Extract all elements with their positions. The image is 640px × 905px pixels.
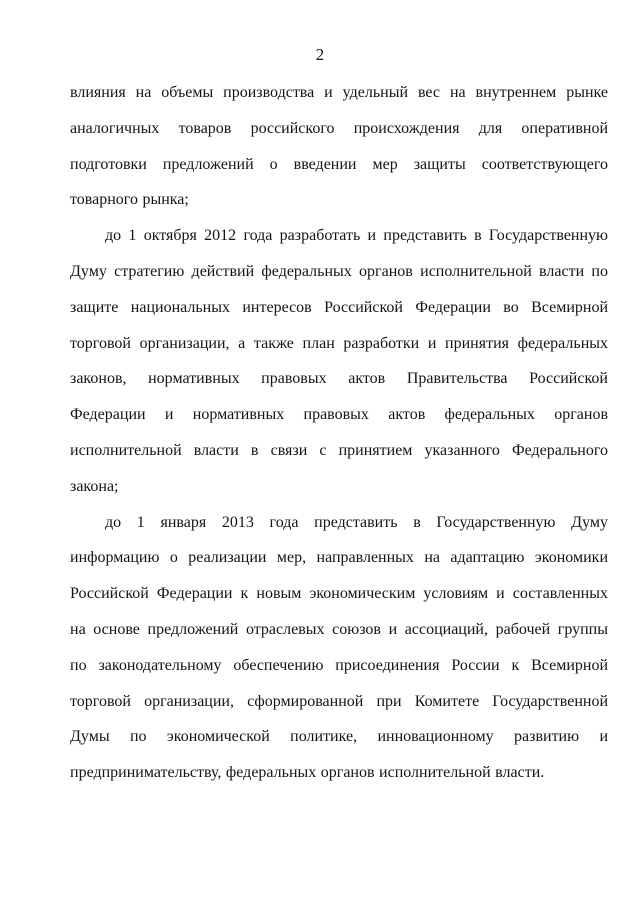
text-line: аналогичных товаров российского происхождения для оперативной (70, 119, 608, 137)
text-line: торговой организации, сформированной при Комитете Государственной (70, 692, 608, 710)
document-text (70, 75, 608, 791)
text-line: информацию о реализации мер, направленных на адаптацию экономики (70, 549, 608, 567)
text-line: закона; (70, 477, 119, 495)
text-line: на основе предложений отраслевых союзов и ассоциаций, рабочей группы (70, 620, 608, 638)
text-line: товарного рынка; (70, 191, 189, 209)
paragraph (70, 75, 608, 218)
text-line: Российской Федерации к новым экономическим условиям и составленных (70, 585, 608, 603)
paragraph (70, 218, 608, 504)
paragraph (70, 505, 608, 791)
text-line: по законодательному обеспечению присоединения России к Всемирной (70, 656, 608, 674)
text-line: исполнительной власти в связи с принятием указанного Федерального (70, 441, 608, 459)
text-line: до 1 октября 2012 года разработать и представить в Государственную (105, 227, 608, 245)
text-line: Думы по экономической политике, инновационному развитию и (70, 728, 608, 746)
text-line: подготовки предложений о введении мер защиты соответствующего (70, 155, 608, 173)
page-number: 2 (315, 45, 325, 64)
text-line: Думу стратегию действий федеральных органов исполнительной власти по (70, 262, 608, 280)
text-line: законов, нормативных правовых актов Правительства Российской (70, 370, 608, 388)
text-line: предпринимательству, федеральных органов исполнительной власти. (70, 764, 545, 782)
text-line: защите национальных интересов Российской Федерации во Всемирной (70, 298, 608, 316)
text-line: торговой организации, а также план разработки и принятия федеральных (70, 334, 608, 352)
text-line: влияния на объемы производства и удельный вес на внутреннем рынке (70, 84, 608, 101)
text-line: Федерации и нормативных правовых актов федеральных органов (70, 406, 608, 424)
text-line: до 1 января 2013 года представить в Государственную Думу (105, 513, 608, 531)
